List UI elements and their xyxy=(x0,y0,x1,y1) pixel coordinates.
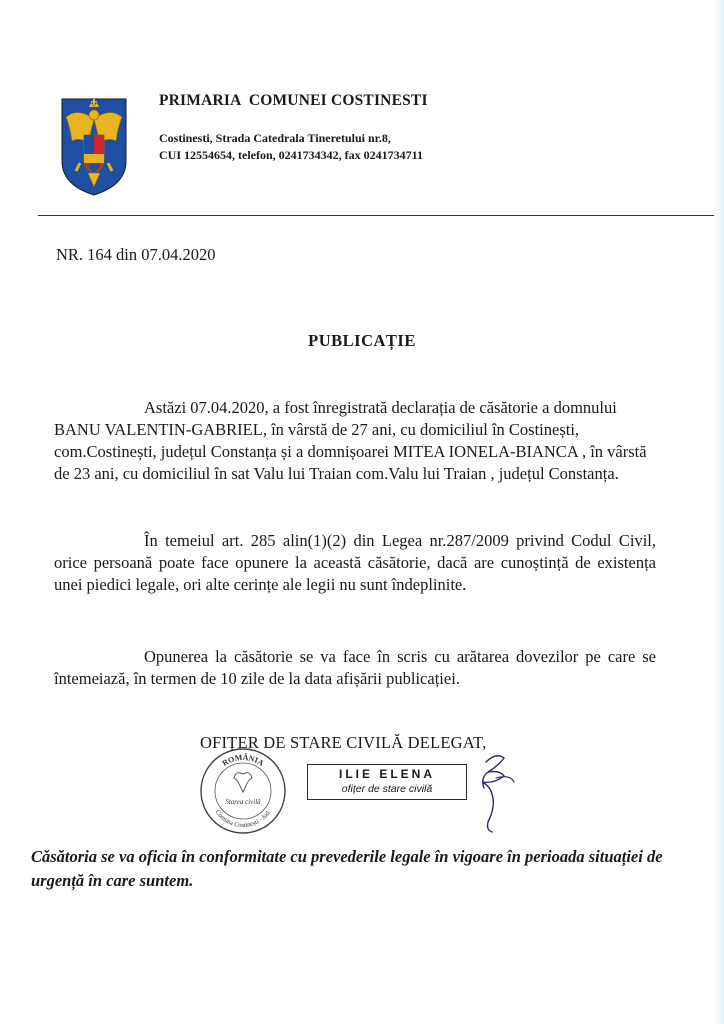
scan-edge xyxy=(714,0,724,1024)
paragraph-legal-basis xyxy=(54,530,656,596)
paragraph-declaration xyxy=(54,397,656,485)
document-number: NR. 164 din 07.04.2020 xyxy=(56,245,216,264)
institution-address xyxy=(159,130,423,164)
seal-top-text: ROMÂNIA xyxy=(220,752,266,768)
institution-name: PRIMARIA COMUNEI COSTINESTI xyxy=(159,92,428,109)
address-line-2: CUI 12554654, telefon, 0241734342, fax 0241734711 xyxy=(159,148,423,162)
stamp-name: ILIE ELENA xyxy=(338,767,435,781)
seal-bottom-text: Comuna Costinești · Jud. xyxy=(213,808,273,830)
svg-text:ROMÂNIA xyxy=(221,752,266,768)
official-seal xyxy=(198,746,288,836)
paragraph-declaration-text: Astăzi 07.04.2020, a fost înregistrată declarația de căsătorie a domnului BANU VALENTIN-GABRIEL, în vârstă de 27 ani, cu domiciliul în Costinești, com.Costinești, județul Constanța și a domnișoarei MITEA IONELA-BIANCA , în vârstă de 23 ani, cu domiciliul în sat Valu lui Traian com.Valu lui Traian , județul Constanța. xyxy=(54,398,647,483)
name-stamp xyxy=(307,764,467,800)
paragraph-legal-basis-text: În temeiul art. 285 alin(1)(2) din Legea nr.287/2009 privind Codul Civil, orice persoană poate face opunere la această căsătorie, dacă are cunoștință de existența unei piedici legale, ori alte cerințe ale legii nu sunt îndeplinite. xyxy=(54,531,656,594)
document-title: PUBLICAȚIE xyxy=(308,331,416,350)
footer-note: Căsătoria se va oficia în conformitate cu prevederile legale în vigoare în perioada situației de urgență în care suntem. xyxy=(31,847,663,890)
stamp-role: ofițer de stare civilă xyxy=(341,783,433,795)
paragraph-opposition-text: Opunerea la căsătorie se va face în scris cu arătarea dovezilor pe care se întemeiază, în termen de 10 zile de la data afișării publicației. xyxy=(54,647,656,688)
coat-of-arms-emblem xyxy=(60,97,128,197)
handwritten-signature xyxy=(466,748,522,834)
address-line-1: Costinesti, Strada Catedrala Tineretului nr.8, xyxy=(159,131,391,145)
signatory-title: OFIȚER DE STARE CIVILĂ DELEGAT, xyxy=(200,733,487,752)
paragraph-opposition xyxy=(54,646,656,690)
seal-mid-text: Starea civilă xyxy=(225,798,261,806)
header-divider xyxy=(38,215,714,216)
